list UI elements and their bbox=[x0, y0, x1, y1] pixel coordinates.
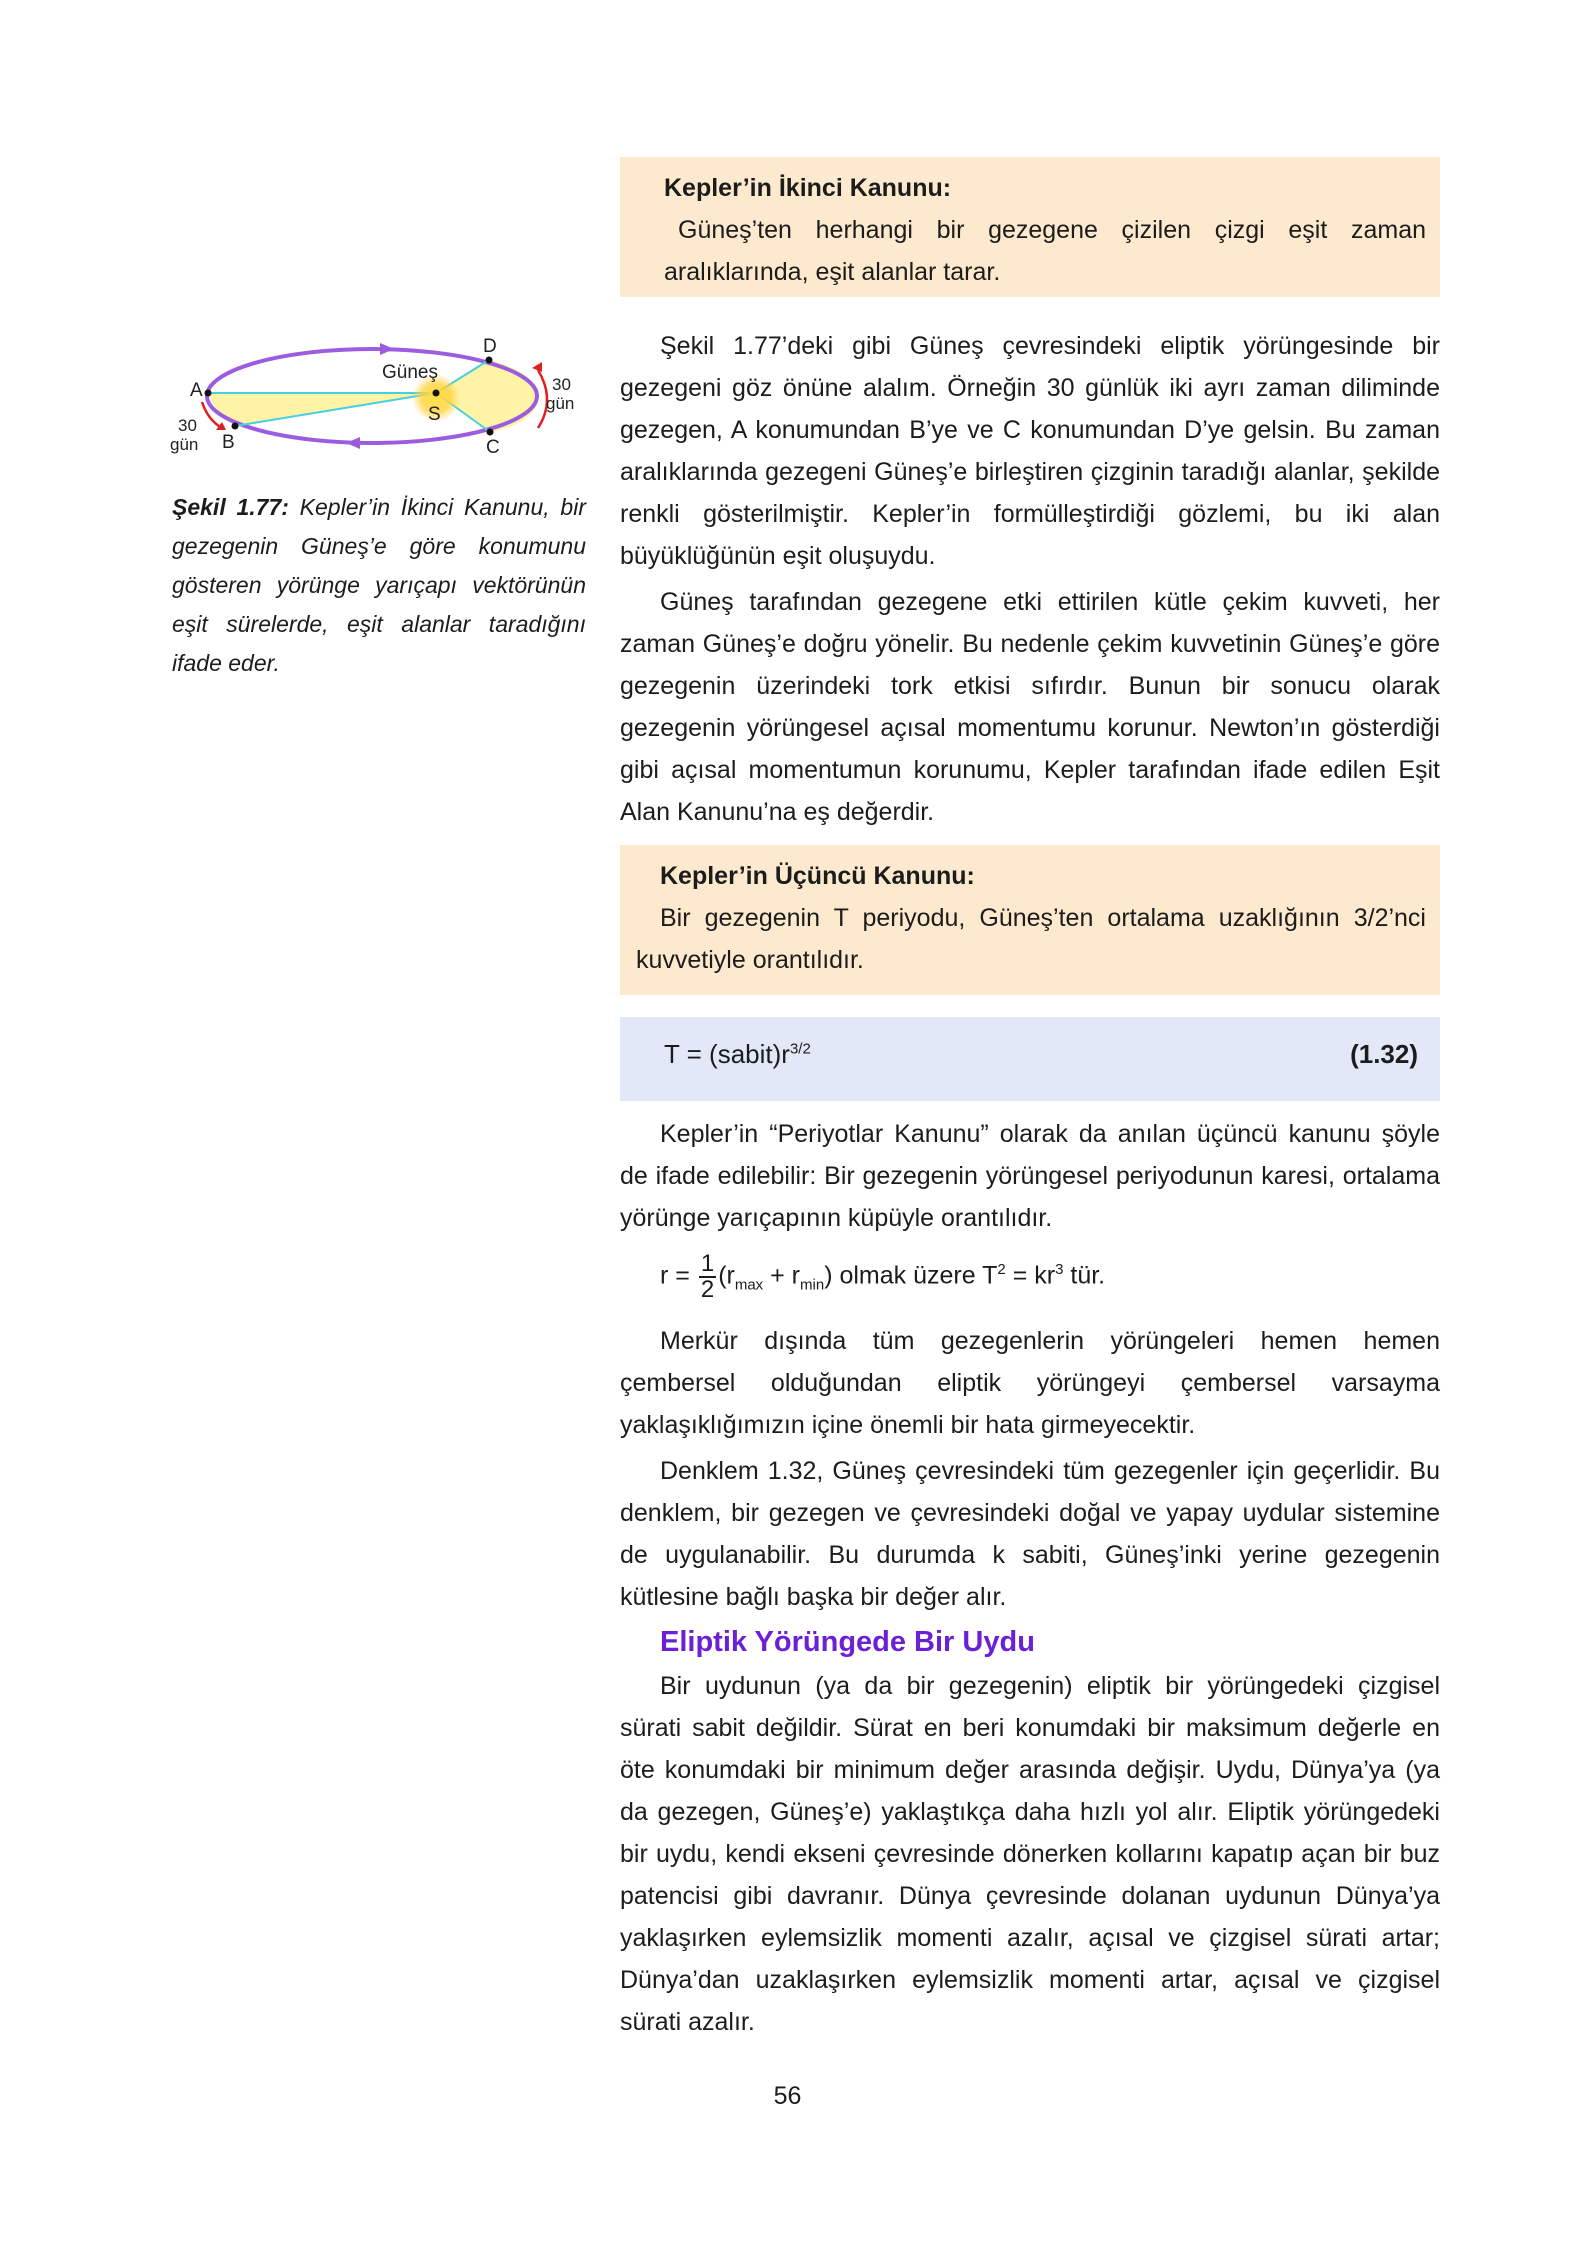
point-c bbox=[487, 429, 494, 436]
formula-mid: olmak üzere T bbox=[832, 1261, 998, 1290]
formula-mid2: = kr bbox=[1005, 1261, 1056, 1290]
label-c: C bbox=[486, 437, 500, 458]
equation-lhs: T = bbox=[664, 1039, 710, 1069]
label-d: D bbox=[483, 336, 497, 357]
paragraph: Güneş tarafından gezegene etki ettirilen kütle çekim kuvveti, her zaman Güneş’e doğru yönelir. Bu nedenle çekim kuvvetinin Güneş’e göre gezegenin üzerindeki tork etkisi sıfırdır. Bunun bir sonucu olarak gezegenin yörüngesel açısal momentumu korunur. Newton’ın gösterdiği gibi açısal momentumun korunumu, Kepler tarafından ifade edilen Eşit Alan Kanunu’na eş değerdir. bbox=[620, 588, 1440, 826]
left-days: 30 bbox=[178, 416, 197, 435]
equation bbox=[664, 1039, 811, 1070]
label-b: B bbox=[222, 432, 235, 453]
formula-close: ) bbox=[824, 1261, 833, 1290]
formula-r-eq: r = bbox=[660, 1261, 697, 1290]
left-unit: gün bbox=[170, 435, 199, 454]
fraction-denominator: 2 bbox=[700, 1275, 715, 1303]
figure-caption bbox=[172, 488, 586, 683]
equation-number: (1.32) bbox=[1350, 1039, 1418, 1069]
formula-sub-min: min bbox=[800, 1276, 825, 1294]
paragraph-block-a bbox=[620, 325, 1440, 833]
paragraph: Merkür dışında tüm gezegenlerin yörüngeleri hemen hemen çembersel olduğundan eliptik yörüngeyi çembersel varsayma yaklaşıklığımızın içine önemli bir hata girmeyecektir. bbox=[620, 1327, 1440, 1440]
formula-exp2: 3 bbox=[1055, 1261, 1064, 1278]
equation-middle: (sabit)r bbox=[709, 1039, 790, 1069]
kepler-third-law-box bbox=[620, 845, 1440, 995]
kepler-orbit-figure bbox=[160, 328, 600, 468]
right-unit: gün bbox=[546, 394, 575, 413]
point-a bbox=[205, 390, 212, 397]
equation-box bbox=[620, 1017, 1440, 1101]
label-s: S bbox=[428, 404, 441, 425]
label-gunes: Güneş bbox=[382, 362, 438, 383]
right-days: 30 bbox=[552, 375, 571, 394]
paragraph: Şekil 1.77’deki gibi Güneş çevresindeki eliptik yörüngesinde bir gezegeni göz önüne alalım. Örneğin 30 günlük iki ayrı zaman diliminde gezegen, A konumundan B’ye ve C konumundan D’ye gelsin. Bu zaman aralıklarında gezegeni Güneş’e birleştiren çizginin taradığı alanlar, şekilde renkli gösterilmiştir. Kepler’in formülleştirdiği gözlemi, bu iki alan büyüklüğünün eşit oluşuydu. bbox=[620, 332, 1440, 570]
paragraph: Denklem 1.32, Güneş çevresindeki tüm gezegenler için geçerlidir. Bu denklem, bir gezegen ve çevresindeki doğal ve yapay uydular sistemine de uygulanabilir. Bu durumda k sabiti, Güneş’inki yerine gezegenin kütlesine bağlı başka bir değer alır. bbox=[620, 1457, 1440, 1612]
paragraph: Kepler’in “Periyotlar Kanunu” olarak da anılan üçüncü kanunu şöyle de ifade edilebilir: Bir gezegenin yörüngesel periyodunun karesi, ortalama yörünge yarıçapının küpüyle orantılıdır. bbox=[620, 1120, 1440, 1232]
box-title: Kepler’in Üçüncü Kanunu: bbox=[660, 862, 975, 890]
orbit-arrow-bottom bbox=[346, 437, 360, 449]
caption-text: Kepler’in İkinci Kanunu, bir gezegenin Güneş’e göre konumunu gösteren yörünge yarıçapı vektörünün eşit sürelerde, eşit alanlar taradığını ifade eder. bbox=[172, 494, 586, 676]
point-s bbox=[433, 390, 440, 397]
box-text: Bir gezegenin T periyodu, Güneş’ten ortalama uzaklığının 3/2’nci kuvvetiyle orantılıdır. bbox=[636, 904, 1426, 974]
page-number: 56 bbox=[773, 2082, 802, 2110]
paragraph-block-b bbox=[620, 1113, 1440, 2043]
caption-label: Şekil 1.77: bbox=[172, 494, 289, 520]
formula-open: (r bbox=[718, 1261, 735, 1290]
formula-plus: + r bbox=[763, 1261, 801, 1290]
equation-exponent: 3/2 bbox=[789, 1040, 811, 1058]
kepler-second-law-box bbox=[620, 157, 1440, 297]
formula-exp1: 2 bbox=[997, 1261, 1006, 1278]
formula-sub-max: max bbox=[734, 1276, 764, 1294]
formula-end: tür. bbox=[1063, 1261, 1106, 1290]
orbit-arrow-top bbox=[380, 343, 394, 355]
label-a: A bbox=[190, 380, 203, 401]
fraction-numerator: 1 bbox=[700, 1249, 715, 1277]
fraction-half bbox=[699, 1249, 716, 1303]
section-title: Eliptik Yörüngede Bir Uydu bbox=[660, 1626, 1035, 1659]
formula-line bbox=[660, 1245, 1440, 1310]
box-title: Kepler’in İkinci Kanunu: bbox=[664, 174, 952, 202]
point-d bbox=[486, 357, 493, 364]
point-b bbox=[232, 423, 239, 430]
box-text: Güneş’ten herhangi bir gezegene çizilen çizgi eşit zaman aralıklarında, eşit alanlar tarar. bbox=[664, 216, 1426, 286]
paragraph: Bir uydunun (ya da bir gezegenin) eliptik bir yörüngedeki çizgisel sürati sabit değildir. Sürat en beri konumdaki bir maksimum değerle en öte konumdaki bir minimum değer arasında değişir. Uydu, Dünya’ya (ya da gezegen, Güneş’e) yaklaştıkça daha hızlı yol alır. Eliptik yörüngedeki bir uydu, kendi ekseni çevresinde dönerken kollarını kapatıp açan bir buz patencisi gibi davranır. Dünya çevresinde dolanan uydunun Dünya’ya yaklaşırken eylemsizlik momenti azalır, açısal ve çizgisel sürati artar; Dünya’dan uzaklaşırken eylemsizlik momenti artar, açısal ve çizgisel sürati azalır. bbox=[620, 1672, 1440, 2037]
red-arrowhead-right bbox=[532, 362, 542, 372]
